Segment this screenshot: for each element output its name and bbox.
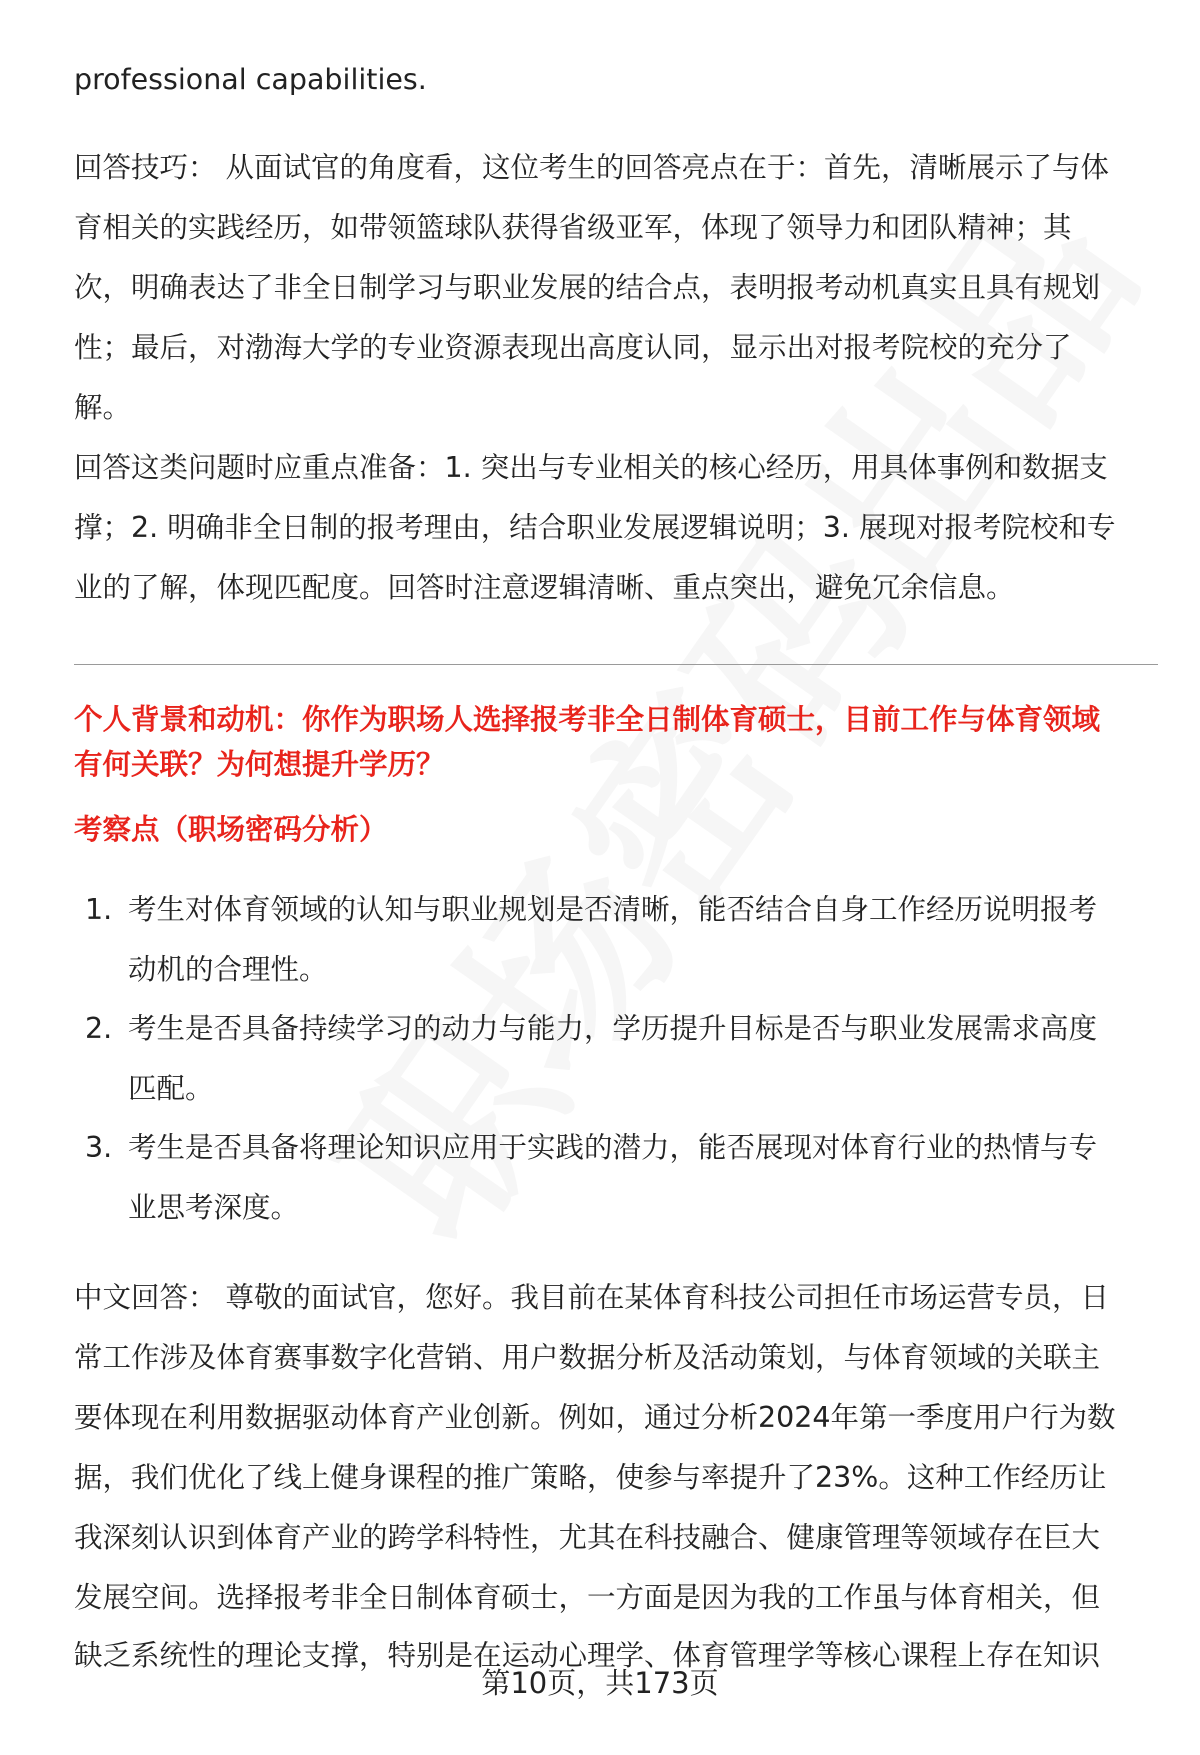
question-title-line: 有何关联？为何想提升学历？ [74, 748, 445, 781]
section-divider [74, 664, 1158, 665]
answer-line: 据，我们优化了线上健身课程的推广策略，使参与率提升了23%。这种工作经历让 [74, 1461, 1107, 1494]
answer-line: 发展空间。选择报考非全日制体育硕士，一方面是因为我的工作虽与体育相关，但 [74, 1581, 1101, 1614]
list-item-line: 业思考深度。 [128, 1191, 300, 1224]
tips-line: 解。 [74, 391, 132, 424]
answer-line: 中文回答： 尊敬的面试官，您好。我目前在某体育科技公司担任市场运营专员，日 [74, 1281, 1110, 1314]
answer-line: 缺乏系统性的理论支撑，特别是在运动心理学、体育管理学等核心课程上存在知识 [74, 1639, 1101, 1672]
answer-line: 常工作涉及体育赛事数字化营销、用户数据分析及活动策划，与体育领域的关联主 [74, 1341, 1101, 1374]
tips-line: 育相关的实践经历，如带领篮球队获得省级亚军，体现了领导力和团队精神；其 [74, 211, 1072, 244]
list-item-line: 匹配。 [128, 1072, 214, 1105]
points-heading: 考察点（职场密码分析） [74, 813, 388, 846]
tips-line: 性；最后，对渤海大学的专业资源表现出高度认同，显示出对报考院校的充分了 [74, 331, 1072, 364]
list-number: 3. [85, 1131, 113, 1164]
prep-line: 业的了解，体现匹配度。回答时注意逻辑清晰、重点突出，避免冗余信息。 [74, 571, 1015, 604]
list-item-line: 考生是否具备持续学习的动力与能力，学历提升目标是否与职业发展需求高度 [128, 1012, 1098, 1045]
list-number: 2. [85, 1012, 113, 1045]
answer-line: 要体现在利用数据驱动体育产业创新。例如，通过分析2024年第一季度用户行为数 [74, 1401, 1116, 1434]
tips-line: 次，明确表达了非全日制学习与职业发展的结合点，表明报考动机真实且具有规划 [74, 271, 1101, 304]
list-item-line: 考生是否具备将理论知识应用于实践的潜力，能否展现对体育行业的热情与专 [128, 1131, 1098, 1164]
prep-line: 撑；2. 明确非全日制的报考理由，结合职业发展逻辑说明；3. 展现对报考院校和专 [74, 511, 1116, 544]
prep-line: 回答这类问题时应重点准备：1. 突出与专业相关的核心经历，用具体事例和数据支 [74, 451, 1108, 484]
page-number: 第10页，共173页 [481, 1666, 719, 1700]
list-item-line: 考生对体育领域的认知与职业规划是否清晰，能否结合自身工作经历说明报考 [128, 893, 1098, 926]
question-title-line: 个人背景和动机：你作为职场人选择报考非全日制体育硕士，目前工作与体育领域 [74, 703, 1101, 736]
list-item-line: 动机的合理性。 [128, 953, 328, 986]
paragraph-tail: professional capabilities. [74, 63, 427, 96]
list-number: 1. [85, 893, 113, 926]
answer-line: 我深刻认识到体育产业的跨学科特性，尤其在科技融合、健康管理等领域存在巨大 [74, 1521, 1101, 1554]
tips-line: 回答技巧： 从面试官的角度看，这位考生的回答亮点在于：首先，清晰展示了与体 [74, 151, 1110, 184]
